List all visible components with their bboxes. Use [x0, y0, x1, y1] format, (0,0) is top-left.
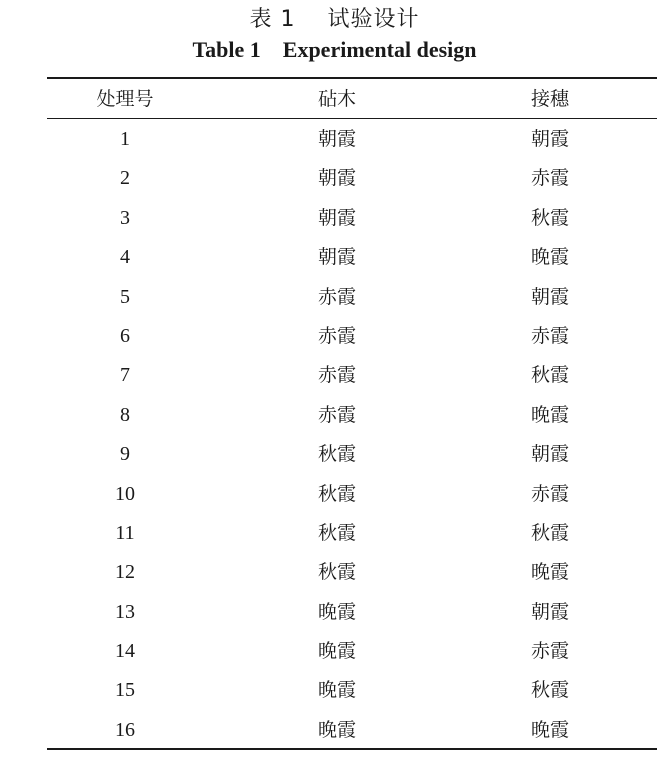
rootstock-cell: 朝霞: [317, 167, 356, 190]
table-row: [0, 278, 669, 317]
scion-cell: 朝霞: [530, 128, 569, 150]
scion-cell: 朝霞: [530, 443, 569, 466]
rootstock-cell: 晚霞: [317, 600, 356, 623]
scion-cell: 赤霞: [530, 640, 569, 663]
table-row: [0, 120, 669, 159]
scion-cell: 晚霞: [530, 561, 569, 584]
scion-cell: 秋霞: [530, 206, 569, 229]
table-bottom-rule: [47, 748, 657, 750]
treatment-number-cell: 15: [115, 679, 135, 702]
treatment-number-cell: 5: [120, 285, 130, 308]
rootstock-cell: 晚霞: [317, 718, 356, 741]
scion-cell: 晚霞: [530, 246, 569, 269]
treatment-number-cell: 8: [120, 403, 130, 426]
table-row: [0, 396, 669, 435]
rootstock-cell: 朝霞: [317, 128, 356, 150]
header-rootstock: 砧木: [317, 88, 356, 110]
table-title-english: Table 1 Experimental design: [192, 37, 477, 62]
table-row: [0, 553, 669, 592]
treatment-number-cell: 7: [120, 364, 130, 387]
table-header-row: [0, 80, 669, 118]
scion-cell: 秋霞: [530, 679, 569, 702]
rootstock-cell: 晚霞: [317, 640, 356, 663]
treatment-number-cell: 9: [120, 443, 130, 466]
rootstock-cell: 赤霞: [317, 285, 356, 308]
table-row: [0, 671, 669, 710]
header-treatment-number: 处理号: [96, 88, 154, 110]
table-row: [0, 199, 669, 238]
treatment-number-cell: 14: [115, 640, 135, 663]
rootstock-cell: 秋霞: [317, 561, 356, 584]
scion-cell: 朝霞: [530, 600, 569, 623]
scion-cell: 秋霞: [530, 364, 569, 387]
scion-cell: 晚霞: [530, 718, 569, 741]
table-row: [0, 356, 669, 395]
rootstock-cell: 赤霞: [317, 364, 356, 387]
rootstock-cell: 赤霞: [317, 403, 356, 426]
rootstock-cell: 晚霞: [317, 679, 356, 702]
table-row: [0, 317, 669, 356]
table-row: [0, 159, 669, 198]
treatment-number-cell: 10: [115, 482, 135, 505]
treatment-number-cell: 1: [120, 128, 130, 150]
scion-cell: 赤霞: [530, 482, 569, 505]
rootstock-cell: 秋霞: [317, 443, 356, 466]
rootstock-cell: 赤霞: [317, 324, 356, 347]
scion-cell: 赤霞: [530, 324, 569, 347]
table-title-chinese: 表 1 试验设计: [249, 7, 420, 32]
table-row: [0, 475, 669, 514]
rootstock-cell: 秋霞: [317, 521, 356, 544]
table-top-rule: [47, 77, 657, 79]
table-row: [0, 711, 669, 750]
treatment-number-cell: 16: [115, 718, 135, 741]
scion-cell: 朝霞: [530, 285, 569, 308]
treatment-number-cell: 12: [115, 561, 135, 584]
rootstock-cell: 秋霞: [317, 482, 356, 505]
table-header-rule: [47, 118, 657, 119]
table-body: [0, 120, 669, 750]
scion-cell: 秋霞: [530, 521, 569, 544]
treatment-number-cell: 4: [120, 246, 130, 269]
table-row: [0, 514, 669, 553]
treatment-number-cell: 13: [115, 600, 135, 623]
table-row: [0, 593, 669, 632]
table-row: [0, 435, 669, 474]
rootstock-cell: 朝霞: [317, 206, 356, 229]
table-row: [0, 632, 669, 671]
treatment-number-cell: 11: [115, 521, 135, 544]
table-row: [0, 238, 669, 277]
header-scion: 接穗: [530, 88, 569, 110]
scion-cell: 晚霞: [530, 403, 569, 426]
treatment-number-cell: 2: [120, 167, 130, 190]
treatment-number-cell: 6: [120, 324, 130, 347]
rootstock-cell: 朝霞: [317, 246, 356, 269]
scion-cell: 赤霞: [530, 167, 569, 190]
treatment-number-cell: 3: [120, 206, 130, 229]
